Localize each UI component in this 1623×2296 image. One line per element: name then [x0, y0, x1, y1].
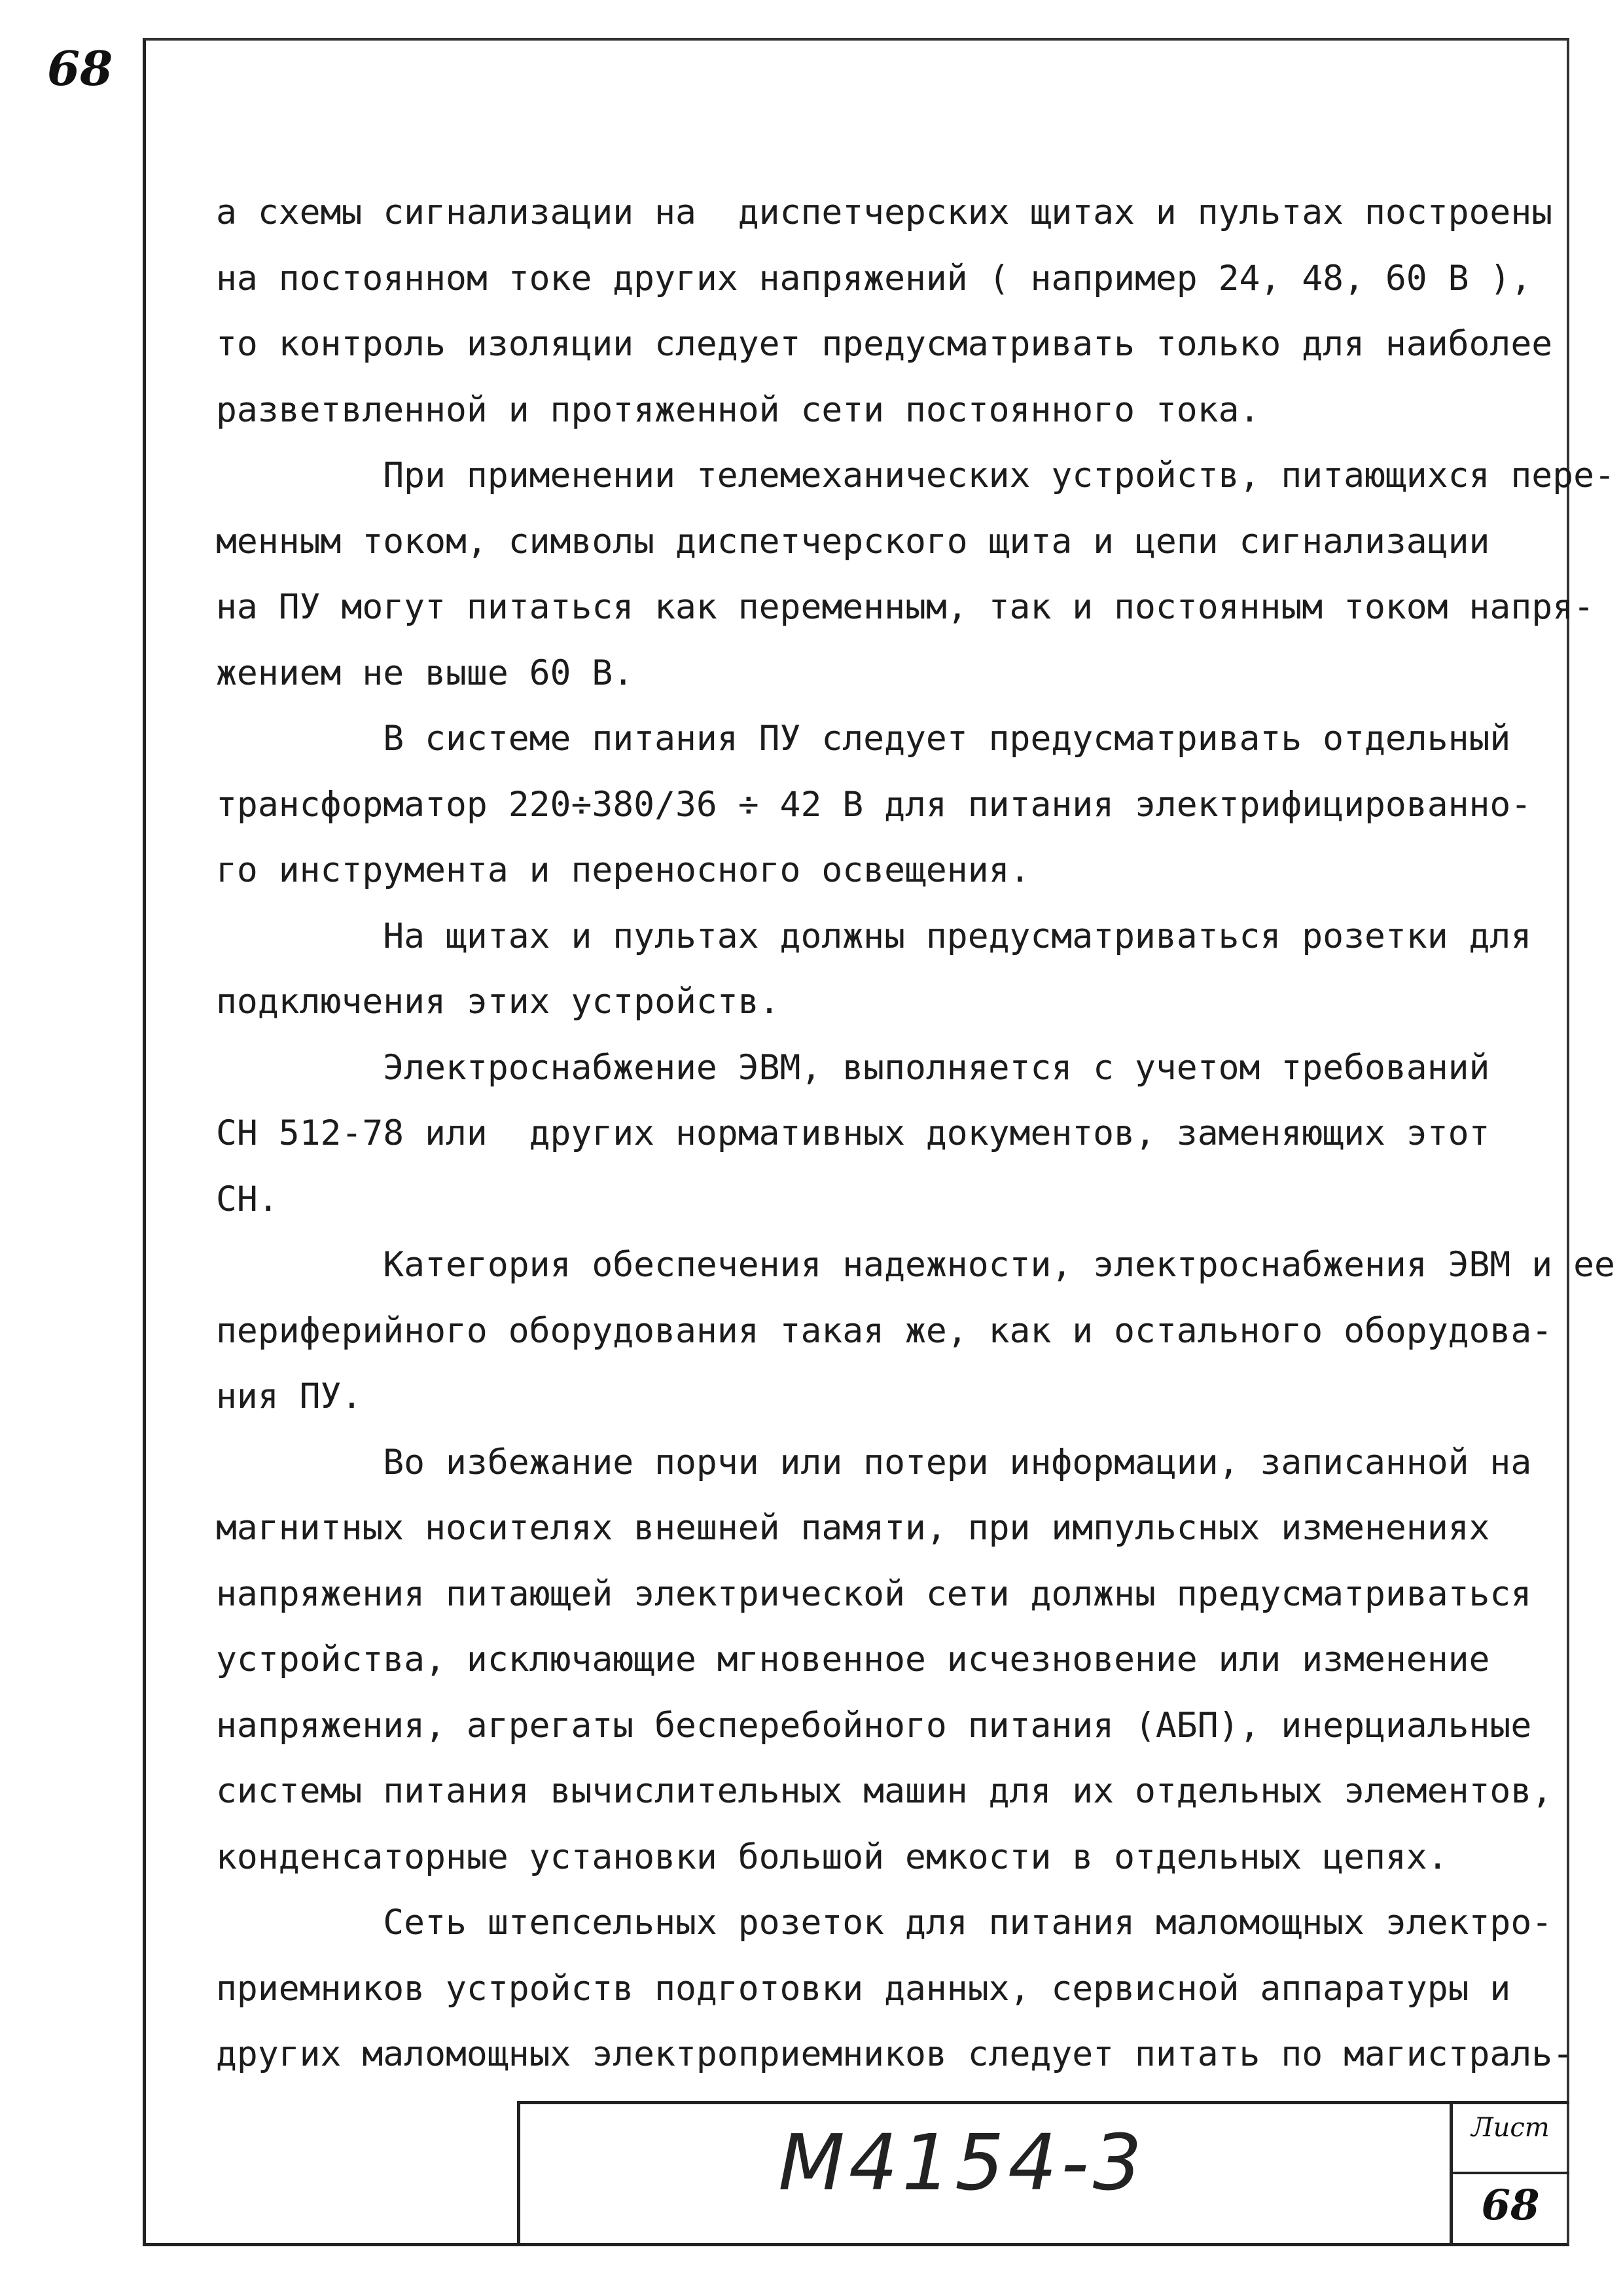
- body-line: СН.: [216, 1179, 279, 1219]
- body-line: Электроснабжение ЭВМ, выполняется с учетом требований: [216, 1047, 1490, 1088]
- body-line: напряжения питающей электрической сети должны предусматриваться: [216, 1573, 1532, 1614]
- body-line: ния ПУ.: [216, 1376, 363, 1416]
- sheet-number: 68: [1481, 2181, 1540, 2230]
- sheet-label: Лист: [1471, 2113, 1550, 2143]
- body-line: СН 512-78 или других нормативных документов, заменяющих этот: [216, 1113, 1490, 1153]
- document-body: [216, 180, 1615, 2088]
- body-line: жением не выше 60 В.: [216, 653, 634, 693]
- body-line: то контроль изоляции следует предусматривать только для наиболее: [216, 324, 1553, 364]
- page-number-corner: 68: [47, 41, 113, 96]
- body-line: подключения этих устройств.: [216, 982, 780, 1022]
- body-line: магнитных носителях внешней памяти, при импульсных изменениях: [216, 1508, 1490, 1548]
- body-line: На щитах и пультах должны предусматриваться розетки для: [216, 916, 1532, 956]
- document-code: М4154-3: [778, 2117, 1146, 2208]
- sheet-cell: [1450, 2101, 1569, 2246]
- body-line: а схемы сигнализации на диспетчерских щитах и пультах построены: [216, 192, 1553, 232]
- body-line: других маломощных электроприемников следует питать по магистраль-: [216, 2034, 1574, 2074]
- body-line: При применении телемеханических устройств, питающихся пере-: [216, 456, 1615, 495]
- body-line: разветвленной и протяженной сети постоянного тока.: [216, 389, 1260, 430]
- body-line: напряжения, агрегаты бесперебойного питания (АБП), инерциальные: [216, 1705, 1532, 1746]
- body-line: конденсаторные установки большой емкости в отдельных цепях.: [216, 1837, 1448, 1877]
- body-line: устройства, исключающие мгновенное исчезновение или изменение: [216, 1640, 1490, 1679]
- body-line: на ПУ могут питаться как переменным, так и постоянным током напря-: [216, 587, 1594, 627]
- body-line: Сеть штепсельных розеток для питания маломощных электро-: [216, 1903, 1553, 1943]
- sheet-divider: [1453, 2172, 1569, 2174]
- body-line: Во избежание порчи или потери информации, записанной на: [216, 1442, 1532, 1482]
- body-line: го инструмента и переносного освещения.: [216, 850, 1031, 890]
- body-line: на постоянном токе других напряжений ( например 24, 48, 60 В ),: [216, 258, 1532, 298]
- body-line: периферийного оборудования такая же, как и остального оборудова-: [216, 1310, 1553, 1351]
- body-line: системы питания вычислительных машин для их отдельных элементов,: [216, 1771, 1553, 1811]
- body-line: менным током, символы диспетчерского щита и цепи сигнализации: [216, 521, 1490, 562]
- body-line: трансформатор 220÷380/36 ÷ 42 В для питания электрифицированно-: [216, 784, 1532, 825]
- body-line: Категория обеспечения надежности, электроснабжения ЭВМ и ее: [216, 1245, 1615, 1285]
- body-line: В системе питания ПУ следует предусматривать отдельный: [216, 719, 1511, 759]
- body-line: приемников устройств подготовки данных, сервисной аппаратуры и: [216, 1968, 1511, 2009]
